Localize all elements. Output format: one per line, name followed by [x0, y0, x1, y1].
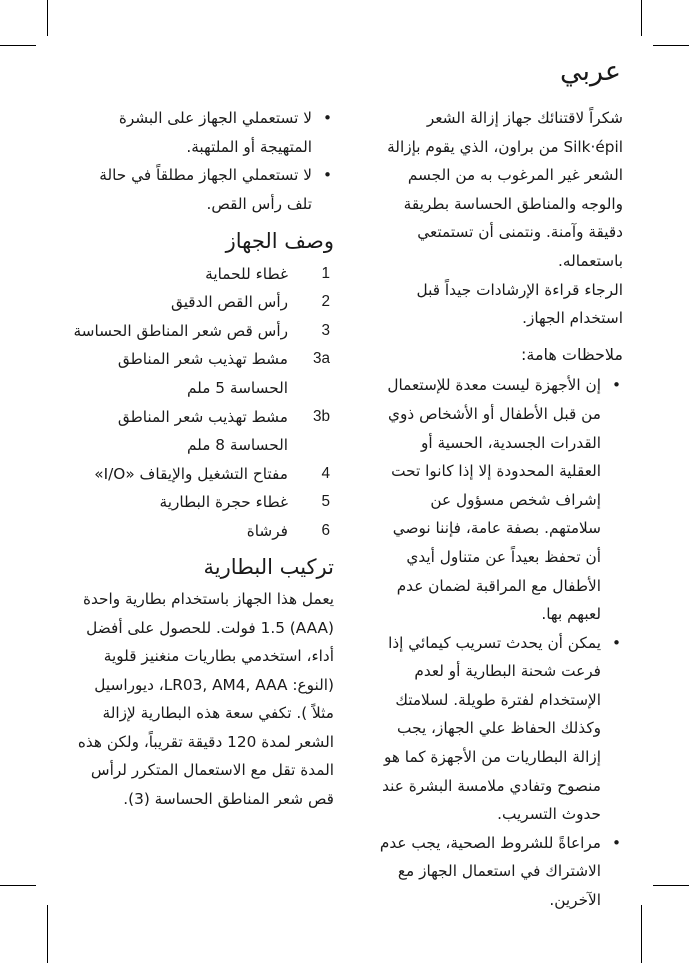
part-label: مشط تهذيب شعر المناطق الحساسة 8 ملم [117, 407, 288, 455]
crop-mark [653, 45, 689, 46]
part-item [72, 288, 334, 317]
part-item [72, 460, 334, 489]
part-item [72, 345, 334, 402]
warning-item: • لا تستعملي الجهاز على البشرة المتهيجة أو الملتهبة. [72, 104, 334, 161]
part-number: 3 [321, 321, 330, 339]
part-label: غطاء حجرة البطارية [159, 493, 288, 512]
page-title: عربي [559, 56, 621, 87]
part-number: 1 [321, 264, 330, 282]
part-label: فرشاة [246, 522, 288, 541]
battery-paragraph: يعمل هذا الجهاز باستخدام بطارية واحدة (AAA) 1.5 فولت. للحصول على أفضل أداء، استخدمي بطاريات منغنيز قلوية (النوع: LR03, AM4, AAA، ديوراسيل مثلاً ). تكفي سعة هذه البطارية لإزالة الشعر لمدة 120 دقيقة تقريباً، ولكن هذه المدة تقل مع الاستعمال المتكرر لرأس قص شعر المناطق الحساسة (3). [77, 589, 334, 809]
part-label: رأس القص الدقيق [170, 293, 288, 312]
crop-mark [653, 885, 689, 886]
part-label: غطاء للحماية [205, 264, 288, 283]
description-heading: وصف الجهاز [225, 229, 334, 254]
part-item [72, 517, 334, 546]
part-item [72, 403, 334, 460]
part-label: رأس قص شعر المناطق الحساسة [73, 321, 288, 340]
part-number: 3a [312, 350, 330, 368]
crop-mark [0, 45, 36, 46]
part-number: 5 [321, 493, 330, 511]
notes-list [379, 371, 623, 914]
part-number: 3b [312, 407, 330, 425]
crop-mark [47, 0, 48, 36]
crop-mark [0, 885, 36, 886]
crop-mark [47, 905, 48, 963]
warnings-list [72, 104, 334, 218]
part-item [72, 488, 334, 517]
note-item: • يمكن أن يحدث تسريب كيمائي إذا فرعت شحنة البطارية أو لعدم الإستخدام لفترة طويلة. لسلامتك وكذلك الحفاظ علي الجهاز، يجب إزالة البطاريات من الأجهزة كما هو منصوح وتفادي ملامسة البشرة عند حدوث التسريب. [379, 629, 623, 829]
crop-mark [641, 0, 642, 36]
part-number: 6 [321, 522, 330, 540]
note-item: • إن الأجهزة ليست معدة للإستعمال من قبل الأطفال أو الأشخاص ذوي القدرات الجسدية، الحسية أو العقلية المحدودة إلا إذا كانوا تحت إشراف شخص مسؤول عن سلامتهم. بصفة عامة، فإننا نوصي أن تحفظ بعيداً عن متناول أيدي الأطفال مع المراقبة لضمان عدم لعبهم بها. [379, 371, 623, 628]
notes-heading: ملاحظات هامة: [520, 344, 623, 364]
intro-instruction: الرجاء قراءة الإرشادات جيداً قبل استخدام الجهاز. [416, 280, 623, 328]
right-column [379, 104, 623, 915]
part-label: مشط تهذيب شعر المناطق الحساسة 5 ملم [117, 350, 288, 398]
part-item [72, 317, 334, 346]
intro-paragraph: شكراً لاقتنائك جهاز إزالة الشعر Silk·épil من براون، الذي يقوم بإزالة الشعر غير المرغوب به من الجسم والوجه والمناطق الحساسة بطريقة دقيقة وآمنة. ونتمنى أن تستمتعي باستعماله. [387, 109, 623, 270]
battery-heading: تركيب البطارية [203, 554, 334, 579]
note-item: • مراعاةً للشروط الصحية، يجب عدم الاشتراك في استعمال الجهاز مع الآخرين. [379, 829, 623, 915]
part-number: 2 [321, 293, 330, 311]
part-number: 4 [321, 464, 330, 482]
crop-mark [641, 905, 642, 963]
left-column [72, 104, 334, 814]
warning-item: • لا تستعملي الجهاز مطلقاً في حالة تلف رأس القص. [72, 161, 334, 218]
part-item [72, 260, 334, 289]
part-label: مفتاح التشغيل والإيقاف «I/O» [94, 464, 288, 483]
parts-list [72, 260, 334, 546]
